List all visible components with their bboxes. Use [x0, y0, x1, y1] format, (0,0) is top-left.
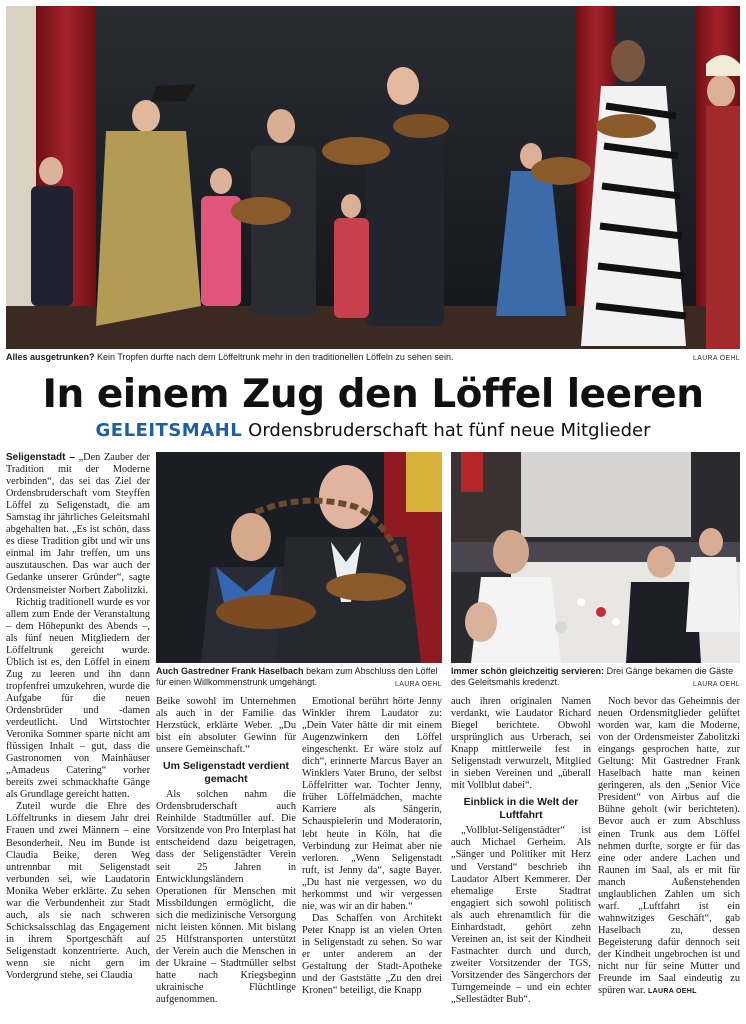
spoon-toast-photo-icon	[156, 452, 442, 663]
author-credit: LAURA OEHL	[648, 988, 697, 996]
dateline: Seligenstadt –	[6, 452, 75, 463]
article-column-4	[451, 696, 591, 1006]
subheadline-text: Ordensbruderschaft hat fünf neue Mitglieder	[248, 420, 651, 441]
article-paragraph: Als solchen nahm die Ordensbruderschaft auch Reinhilde Stadtmüller auf. Die Vorsitzende von Pro Interplast hat entscheidend dazu beigetragen, dass der Seligenstädter Verein seit 25 Jahren in Entwicklungsländern Operationen für Menschen mit Missbildungen ermöglicht, die sich die medizinische Versorgung nicht leisten können. Mit bislang 25 Hilfstransporten unterstützt der Verein auch die Menschen in der Ukraine – Stadtmüller selbst hatte nach Kriegsbeginn ukrainische Flüchtlinge aufgenommen.	[156, 789, 296, 1006]
article-paragraph: Emotional berührt hörte Jenny Winkler ihrem Laudator zu: „Dein Vater hätte dir mit einem Augenzwinkern den Löffel eingeschenkt. Er wäre stolz auf dich“, erinnerte Marcus Bayer an Winklers Vater Bruno, der selbst Löffelritter war. Tochter Jenny, früher Löffelmädchen, machte Karriere als Sängerin, Schauspielerin und Moderatorin, lebt heute in Köln, hat die Verbindung zur Heimat aber nie verloren. „Wenn Seligenstadt ruft, ist Jenny da“, sagte Bayer. „Du hast nie vergessen, wo du herkommst und wir vergessen nie, was wir an dir haben.“	[302, 696, 442, 912]
caption-lead: Immer schön gleichzeitig servieren:	[451, 666, 605, 676]
photo-credit: LAURA OEHL	[395, 681, 442, 688]
caption-text: bekam zum Abschluss den Löffel für einen Willkommenstrunk umgehängt.	[156, 666, 438, 687]
article-paragraph: Das Schaffen von Architekt Peter Knapp ist an vielen Orten in Seligenstadt zu sehen. So war er unter anderem an der Gestaltung der Stadt-Apotheke und der Gaststätte „Zu den drei Kronen“ beteiligt, die Knapp	[302, 912, 442, 997]
headline: In einem Zug den Löffel leeren	[42, 372, 704, 417]
article-column-2	[156, 696, 296, 1006]
article-paragraph: auch ihren originalen Namen verdankt, wie Laudator Richard Biegel berichtete. Obwohl ursprünglich aus Urberach, sei Knapp mittlerweile fest in Seligenstadt verwurzelt, Mitglied in sieben Vereinen und „überall mit Vollblut dabei“.	[451, 696, 591, 792]
subheadline-kicker: GELEITSMAHL	[95, 420, 243, 441]
banquet-hall-photo-icon	[451, 452, 740, 663]
banquet-photo	[451, 452, 740, 663]
article-column-1	[6, 452, 150, 982]
article-paragraph: Zuteil wurde die Ehre des Löffeltrunks in diesem Jahr drei Frauen und zwei Männern – eine Besonderheit. Neu im Bunde ist Claudia Beike, deren Weg untrennbar mit Seligenstadt verbunden sei, wie Laudatorin Monika Weber erklärte. Zu sehen war die Verbundenheit zur Stadt auch, als sie nach schweren Schicksalsschlag das Engagement in ihrem Sportgeschäft auf Seligenstadt konzentrierte. Auch, wenn sie nicht gern im Vordergrund stehe, sei Claudia	[6, 801, 150, 982]
haselbach-photo-caption	[156, 666, 442, 690]
hero-caption	[6, 352, 740, 363]
article-paragraph: Richtig traditionell wurde es vor allem zum Ende der Veranstaltung – dem Höhepunkt des Abends –, als fünf neuen Mitgliedern der Löffeltrunk gereicht wurde. Üblich ist es, den Löffel in einem Zug zu leeren und ihn dann tropfenfrei umzukehren, wurde die Aufgabe für die neuen Ordensbrüder und -damen verdeutlicht. Und Wirtstochter Veronika Sommer sparte nicht am flüssigen Inhalt – gut, dass die Gastronomen von Mainhäuser „Amadeus Catering“ vorher bereits zwei schmackhafte Gänge als Grundlage gereicht hatten.	[6, 596, 150, 801]
article-paragraph: Noch bevor das Geheimnis der neuen Ordensmitglieder gelüftet worden war, kam die Moderne, von der Ordensmeister Zabolitzki eingangs gesprochen hatte, zur Geltung: Mit Gastredner Frank Haselbach hatte man keinen geringeren, als den „Senior Vice President“ von Airbus auf die Bühne geholt (wir berichteten). Bevor auch er zum Abschluss einen Trunk aus dem Löffel nehmen durfte, sorgte er für das eine oder andere Lachen und Raunen im Saal, als er mit für manch Außenstehenden unglaublichen Zahlen um sich warf. „Luftfahrt ist ein wahnwitziges Geschäft“, gab Haselbach zu, dessen Begeisterung dafür dennoch seit der Kindheit ungebrochen ist und nicht nur für seine Mutter und Freunde im Saal eindeutig zu spüren war. LAURA OEHL	[598, 696, 740, 997]
caption-text: Drei Gänge bekamen die Gäste des Geleitsmahls kredenzt.	[451, 666, 734, 687]
hero-photo-credit: LAURA OEHL	[693, 355, 740, 362]
article-subheading: Einblick in die Welt der Luftfahrt	[463, 796, 579, 821]
article-subheading: Um Seligenstadt verdient gemacht	[162, 760, 290, 785]
article-column-3	[302, 696, 442, 997]
banquet-photo-caption	[451, 666, 740, 690]
ceremony-photo-icon	[6, 6, 740, 349]
article-paragraph: Seligenstadt – „Den Zauber der Tradition mit der Moderne verbinden“, das sei das Ziel der Ordensbruderschaft vom Steyffen Löffel zu Seligenstadt, die am Samstag ihr jährliches Geleitsmahl abgehalten hat. „Es ist schön, dass es diese Tradition gibt und wir uns einmal im Jahr treffen, um uns auszutauschen. Das war auch der Gedanke unserer Gründer“, sagte Ordensmeister Norbert Zabolitzki.	[6, 452, 150, 596]
article-paragraph: Beike sowohl im Unternehmen als auch in der Familie das Herzstück, erklärte Weber. „Du bist ein absoluter Gewinn für unsere Gemeinschaft.“	[156, 696, 296, 756]
hero-photo	[6, 6, 740, 349]
hero-caption-text: Kein Tropfen durfte nach dem Löffeltrunk mehr in den traditionellen Löffeln zu sehen sein.	[97, 352, 454, 362]
subheadline	[0, 420, 746, 441]
photo-credit: LAURA OEHL	[693, 681, 740, 688]
article-column-5	[598, 696, 740, 998]
hero-caption-lead: Alles ausgetrunken?	[6, 352, 95, 362]
article-paragraph: „Vollblut-Seligenstädter“ ist auch Michael Gerheim. Als „Sänger und Politiker mit Herz und Verstand“ beschrieb ihn Laudator Albert Kemmerer. Der ehemalige Erste Stadtrat engagiert sich sowohl politisch als auch ehrenamtlich für die Einhardstadt, gehört zehn Vereinen an, ist seit der Kindheit Fastnachter durch und durch, zweiter Vorsitzender der TGS, Vorsitzender des Sängerchors der Turngemeinde – und ein echter „Sellestädter Bub“.	[451, 825, 591, 1006]
haselbach-photo	[156, 452, 442, 663]
caption-lead: Auch Gastredner Frank Haselbach	[156, 666, 304, 676]
